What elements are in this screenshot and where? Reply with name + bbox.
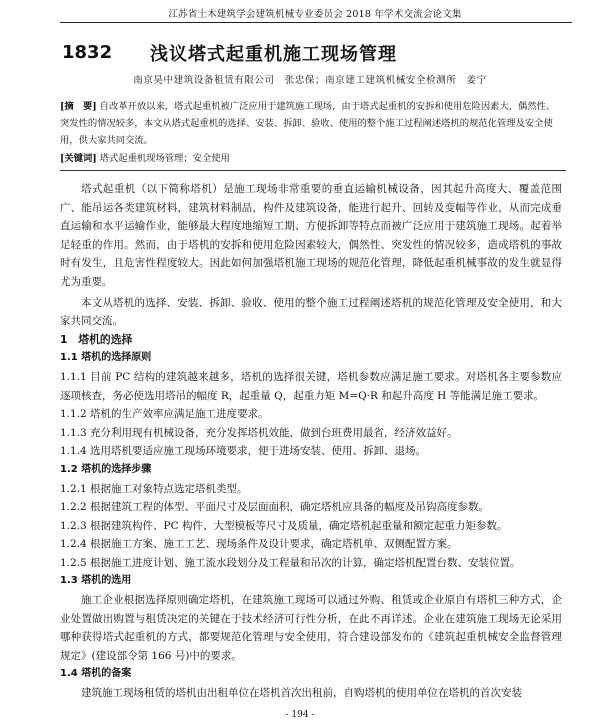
- author-line: 南京昊中建筑设备租赁有限公司 张忠保；南京建工建筑机械安全检测所 姜宁: [133, 75, 487, 86]
- clause-1-2-4: 1.2.4 根据施工方案、施工工艺、现场条件及设计要求，确定塔机单、双侧配置方案。: [60, 538, 458, 551]
- header-rule: [60, 22, 572, 23]
- abstract-tag: [摘 要]: [60, 101, 97, 112]
- clause-1-1-1: 1.1.1 目前 PC 结构的建筑越来越多，塔机的选择很关键，塔机参数应满足施工要求。对塔机各主要参数应逐项核查，务必使选用塔吊的幅度 R，起重量 Q，起重力矩 M=Q·R 和起升高度 H 等能满足施工要求。: [60, 370, 562, 402]
- paper-number: 1832: [62, 42, 113, 63]
- clause-1-1-2: 1.1.2 塔机的生产效率应满足施工进度要求。: [60, 408, 269, 421]
- running-head: 江苏省土木建筑学会建筑机械专业委员会 2018 年学术交流会论文集: [168, 9, 462, 20]
- subsection-heading-1-2: 1.2 塔机的选择步骤: [60, 463, 152, 475]
- clause-1-2-2: 1.2.2 根据建筑工程的体型、平面尺寸及层面面积，确定塔机应具备的幅度及吊钩高度参数。: [60, 501, 490, 514]
- page-number: - 194 -: [285, 710, 315, 720]
- intro-paragraph-2: 本文从塔机的选择、安装、拆卸、验收、使用的整个施工过程阐述塔机的规范化管理及安全使用，和大家共同交流。: [60, 296, 562, 328]
- clause-1-1-4: 1.1.4 选用塔机要适应施工现场环境要求，便于进场安装、使用、拆卸、退场。: [60, 445, 427, 458]
- subsection-heading-1-3: 1.3 塔机的选用: [60, 575, 132, 587]
- intro-paragraph-1: 塔式起重机（以下简称塔机）是施工现场非常重要的垂直运输机械设备，因其起升高度大、覆盖范围广、能吊运各类建筑材料，建筑材料制品，构件及建筑设备，能进行起升、回转及变幅等作业，从而完成垂直运输和水平运输作业，能够最大程度地缩短工期、方便拆卸等特点而被广泛应用于建筑施工现场。起着举足轻重的作用。然而，由于塔机的安拆和使用危险因素较大，偶然性、突发性的情况较多，造成塔机的事故时有发生，且危害性程度较大。因此如何加强塔机施工现场的规范化管理，降低起重机械事故的发生就显得尤为重要。: [60, 183, 562, 288]
- subsection-heading-1-4: 1.4 塔机的备案: [60, 668, 132, 680]
- clause-1-2-5: 1.2.5 根据施工进度计划、施工流水段划分及工程量和吊次的计算，确定塔机配置台数、安装位置。: [60, 556, 521, 569]
- clause-1-2-3: 1.2.3 根据建筑构件、PC 构件、大型模板等尺寸及质量，确定塔机起重量和额定起重力矩参数。: [60, 519, 508, 532]
- abstract: [60, 98, 564, 149]
- paragraph-1-4: 建筑施工现场租赁的塔机由出租单位在塔机首次出租前，自购塔机的使用单位在塔机的首次安装: [81, 687, 522, 700]
- clause-1-1-3: 1.1.3 充分利用现有机械设备，充分发挥塔机效能，做到台班费用最省，经济效益好。: [60, 426, 458, 439]
- section-heading-1: 1 塔机的选择: [60, 332, 133, 346]
- abstract-block: [60, 98, 564, 167]
- abstract-text: 自改革开放以来，塔式起重机被广泛应用于建筑施工现场，由于塔式起重机的安拆和使用危险因素大，偶然性、突发性的情况较多，本文从塔式起重机的选择、安装、拆卸、验收、使用的整个施工过程阐述塔机的规范化管理及安全使用，供大家共同交流。: [60, 101, 556, 146]
- keywords: [60, 150, 564, 167]
- keywords-text: 塔式起重机现场管理；安全使用: [99, 153, 230, 164]
- keywords-tag: [关键词]: [60, 153, 97, 164]
- paragraph-1-3: 施工企业根据选择原则确定塔机，在建筑施工现场可以通过外购、租赁或企业原自有塔机三种方式，企业处置做出购置与租赁决定的关键在于技术经济可行性分析，在此不再详述。企业在建筑施工现场无论采用哪种获得塔式起重机的方式，都要规范化管理与安全使用，符合建设部发布的《建筑起重机械安全监督管理规定》(建设部令第 166 号)中的要求。: [60, 594, 562, 662]
- abstract-rule: [60, 170, 566, 171]
- body-text: [60, 180, 562, 703]
- clause-1-2-1: 1.2.1 根据施工对象特点选定塔机类型。: [60, 482, 248, 495]
- paper-title: 浅议塔式起重机施工现场管理: [150, 44, 397, 65]
- subsection-heading-1-1: 1.1 塔机的选择原则: [60, 352, 152, 364]
